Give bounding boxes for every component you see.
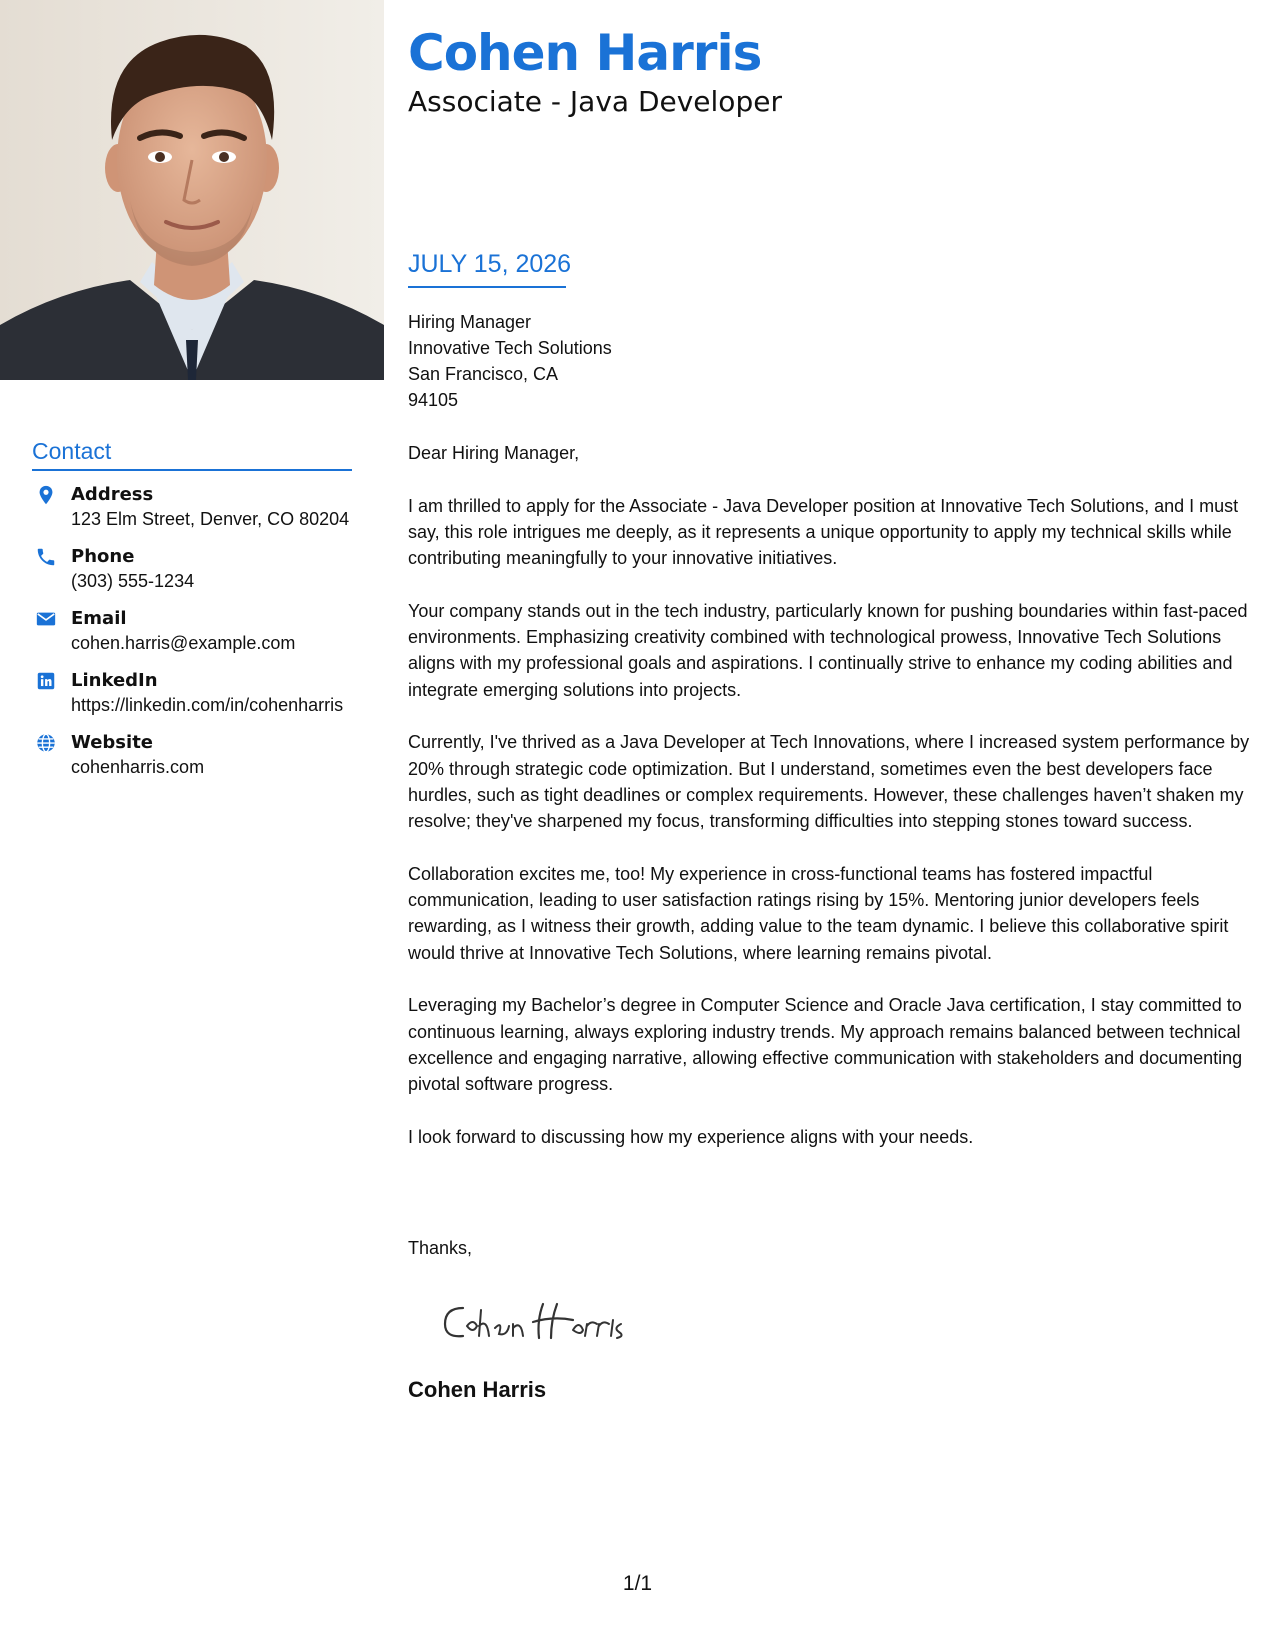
contact-phone <box>32 544 362 594</box>
contact-list <box>32 482 362 792</box>
contact-value[interactable]: cohenharris.com <box>71 757 205 777</box>
job-title: Associate - Java Developer <box>408 85 782 118</box>
contact-label: Address <box>71 484 154 505</box>
paragraph-1: I am thrilled to apply for the Associate - Java Developer position at Innovative Tech Solutions, and I must say, this role intrigues me deeply, as it represents a unique opportunity to apply my technical skills while contributing meaningfully to your innovative initiatives. <box>408 495 1239 569</box>
salutation: Dear Hiring Manager, <box>408 443 580 463</box>
paragraph-2: Your company stands out in the tech industry, particularly known for pushing boundaries within fast-paced environments. Emphasizing creativity combined with technological prowess, Innovative Tech Solutions aligns with my professional goals and aspirations. I continually strive to enhance my coding abilities and integrate emerging solutions into projects. <box>408 600 1248 700</box>
contact-linkedin <box>32 668 362 718</box>
recipient-city: San Francisco, CA <box>408 364 559 384</box>
recipient-company: Innovative Tech Solutions <box>408 338 612 358</box>
contact-underline <box>32 469 352 471</box>
contact-label: LinkedIn <box>71 670 158 691</box>
phone-icon <box>35 546 57 568</box>
linkedin-icon <box>35 670 57 692</box>
contact-value[interactable]: cohen.harris@example.com <box>71 633 296 653</box>
paragraph-5: Leveraging my Bachelor’s degree in Computer Science and Oracle Java certification, I stay committed to continuous learning, always exploring industry trends. My approach remains balanced between technical excellence and engaging narrative, allowing effective communication with stakeholders and documenting pivotal software progress. <box>408 995 1243 1095</box>
contact-value: 123 Elm Street, Denver, CO 80204 <box>71 509 350 529</box>
letter-date: JULY 15, 2026 <box>408 250 572 278</box>
contact-label: Phone <box>71 546 135 567</box>
contact-address <box>32 482 362 532</box>
recipient-zip: 94105 <box>408 390 459 410</box>
contact-heading: Contact <box>32 438 112 464</box>
page-number: 1/1 <box>622 1572 653 1595</box>
recipient-name: Hiring Manager <box>408 312 532 332</box>
contact-label: Email <box>71 608 127 629</box>
date-underline <box>408 286 566 288</box>
globe-icon <box>35 732 57 754</box>
profile-photo <box>0 0 384 380</box>
contact-email <box>32 606 362 656</box>
closing: Thanks, <box>408 1238 473 1258</box>
envelope-icon <box>35 608 57 630</box>
handwritten-signature <box>433 1290 673 1350</box>
contact-website <box>32 730 362 780</box>
paragraph-3: Currently, I've thrived as a Java Developer at Tech Innovations, where I increased system performance by 20% through strategic code optimization. But I understand, sometimes even the best developers face hurdles, such as tight deadlines or complex requirements. However, these challenges haven’t shaken my resolve; they've sharpened my focus, transforming difficulties into stepping stones toward success. <box>408 732 1250 832</box>
map-pin-icon <box>35 484 57 506</box>
applicant-name: Cohen Harris <box>408 24 762 82</box>
contact-label: Website <box>71 732 154 753</box>
contact-value[interactable]: https://linkedin.com/in/cohenharris <box>71 695 344 715</box>
signed-name: Cohen Harris <box>408 1377 547 1402</box>
letter-body <box>408 440 1253 1176</box>
paragraph-4: Collaboration excites me, too! My experience in cross-functional teams has fostered impactful communication, leading to user satisfaction ratings rising by 15%. Mentoring junior developers feels rewarding, as I witness their growth, adding value to the team dynamic. I believe this collaborative spirit would thrive at Innovative Tech Solutions, where learning remains pivotal. <box>408 863 1229 963</box>
paragraph-6: I look forward to discussing how my experience aligns with your needs. <box>408 1126 974 1147</box>
contact-value: (303) 555-1234 <box>71 571 195 591</box>
recipient-block <box>408 309 612 413</box>
